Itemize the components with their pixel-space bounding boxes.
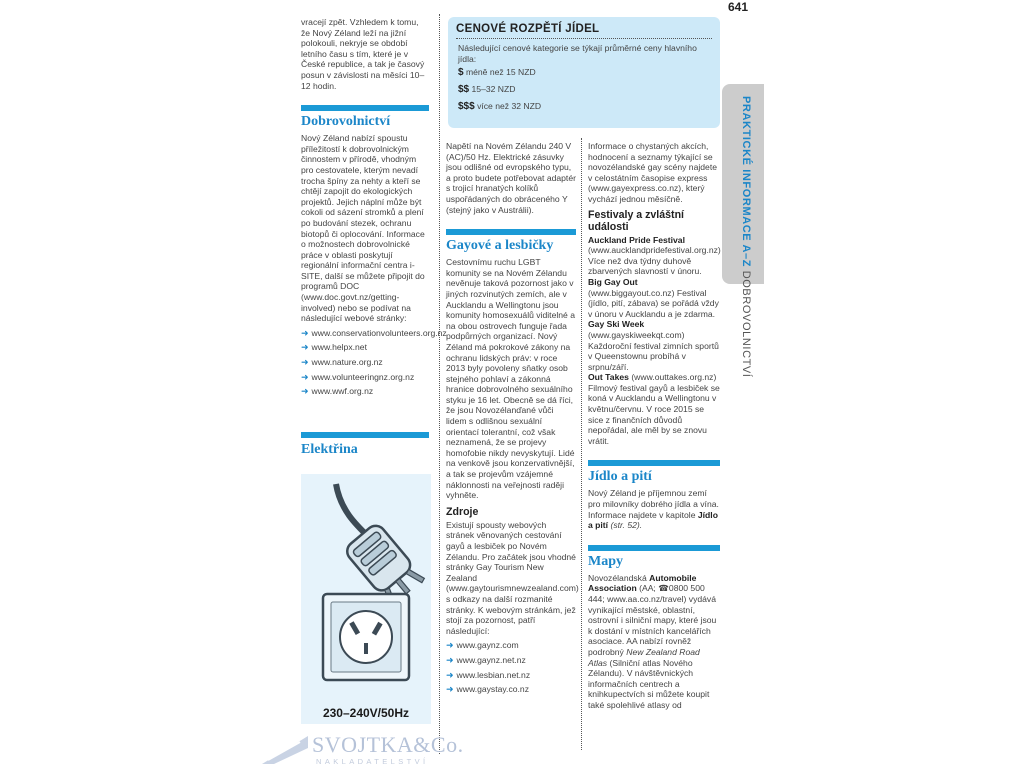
price-box-title: CENOVÉ ROZPĚTÍ JÍDEL (456, 23, 600, 35)
arrow-right-icon: ➜ (301, 357, 309, 368)
electricity-illustration (301, 474, 431, 724)
arrow-right-icon: ➜ (446, 684, 454, 695)
arrow-right-icon: ➜ (301, 327, 309, 338)
publisher-logo-icon (260, 730, 310, 766)
gay-title: Gayové a lesbičky (446, 238, 554, 254)
gay-text: Cestovnímu ruchu LGBT komunity se na Novém Zélandu nevěnuje taková pozornost jako v jiných rozvinutých zemích, ale v Aucklandu a Wellingtonu jsou komunity homosexuálů viditelné a na obou ostrovech funguje řada podpůrných organizací. Nový Zéland má pokrokové zákony na ochranu lidských práv: v roce 2013 byly povoleny sňatky osob stejného pohlaví a zákonná hranice dobrovolného sexuálního styku je 16 let. Obecně se dá říci, že jsou Novozélanďané vůči lidem s odlišnou sexuální orientací tolerantní, což však neznamená, že se projevy homofobie nikdy nevyskytují. Lidé na venkově jsou konzervativnější, a tak se projevům vzájemné náklonnosti na veřejnosti raději vyhněte. (446, 257, 575, 501)
food-title: Jídlo a pití (588, 469, 652, 485)
price-range-box (448, 17, 720, 128)
chapter-topic: DOBROVOLNICTVÍ (740, 270, 752, 378)
maps-section-header (588, 539, 720, 570)
column-separator (581, 138, 582, 750)
link-item[interactable]: ➜ www.gaynz.com (446, 640, 519, 651)
chapter-tab-label (738, 96, 752, 378)
arrow-right-icon: ➜ (446, 654, 454, 665)
watermark-sub: NAKLADATELSTVÍ (316, 757, 429, 766)
link-item[interactable]: ➜ www.gaynz.net.nz (446, 654, 526, 665)
section-bar (588, 460, 720, 466)
price-row: $$ 15–32 NZD (458, 84, 516, 96)
link-item[interactable]: ➜ www.gaystay.co.nz (446, 684, 529, 695)
electricity-section-header (301, 432, 429, 458)
column-middle (446, 141, 579, 699)
link-item[interactable]: ➜ www.volunteeringnz.org.nz (301, 371, 415, 382)
divider (456, 38, 712, 39)
food-section-header (588, 454, 720, 485)
maps-text: Novozélandská Automobile Association (AA; ☎0800 500 444; www.aa.co.nz/travel) vydává vynikající městské, oblastní, ostrovní i silniční mapy, které jsou k dostání v místních kancelářích asociace. AA nabízí rovněž podrobný New Zealand Road Atlas (Silniční atlas Nového Zélandu). V návštěvnických informačních centrech a knihkupectvích si můžete koupit také spolehlivé atlasy od (588, 572, 717, 710)
watermark-name: SVOJTKA&Co. (312, 732, 464, 757)
section-bar (588, 545, 720, 551)
arrow-right-icon: ➜ (446, 640, 454, 651)
festival-entry: Big Gay Out (www.biggayout.co.nz) Festival (jídlo, pití, zábava) se pořádá vždy v únoru v Aucklandu a je zdarma. (588, 276, 719, 319)
electricity-text: Napětí na Novém Zélandu 240 V (AC)/50 Hz. Elektrické zásuvky jsou odlišné od evropského typu, a proto budete potřebovat adaptér s trojicí hranatých kolíků uspořádaných do obráceného Y (stejný jako v Austrálii). (446, 141, 576, 215)
price-box-intro: Následující cenové kategorie se týkají průměrné ceny hlavního jídla: (458, 43, 697, 64)
voltage-label: 230–240V/50Hz (322, 706, 410, 720)
column-left (301, 17, 447, 401)
sources-title: Zdroje (446, 505, 479, 518)
gay-section-header (446, 223, 576, 254)
link-item[interactable]: ➜ www.wwf.org.nz (301, 386, 374, 397)
intro-text: vracejí zpět. Vzhledem k tomu, že Nový Zéland leží na jižní polokouli, nekryje se období letního času s tím, které je v České republice, a tak je časový posun v závislosti na měsíci 10–12 hodin. (301, 17, 425, 91)
link-item[interactable]: ➜ www.nature.org.nz (301, 357, 383, 368)
arrow-right-icon: ➜ (301, 386, 309, 397)
volunteer-text: Nový Zéland nabízí spoustu příležitostí k dobrovolnickým činnostem v přírodě, vhodným pro cestovatele, kterým nevadí trocha špíny za nehty a kteří se chtějí zapojit do ekologických projektů. Jejich náplní může být cokoli od sázení stromků a plení po budování stezek, ochranu biotopů či oplocování. Informace o možnostech dobrovolnické práce v oblasti poskytují regionální informační centra i-SITE, další se můžete připojit do programů DOC (www.doc.govt.nz/getting-involved) nebo se podívat na následující webové stránky: (301, 133, 425, 324)
page-number: 641 (728, 0, 749, 14)
electricity-title: Elektřina (301, 442, 358, 457)
link-item[interactable]: ➜ www.conservationvolunteers.org.nz (301, 327, 447, 338)
volunteer-section-header (301, 99, 429, 130)
festivals-title: Festivaly a zvláštní události (588, 208, 684, 233)
festival-entry: Out Takes (www.outtakes.org.nz) Filmový festival gayů a lesbiček se koná v Aucklandu a Wellingtonu v květnu/červnu. V roce 2015 se sice z finančních důvodů nepořádal, ale měl by se znovu vrátit. (588, 372, 720, 446)
arrow-right-icon: ➜ (446, 669, 454, 680)
volunteer-title: Dobrovolnictví (301, 114, 391, 130)
column-right (588, 141, 720, 711)
arrow-right-icon: ➜ (301, 371, 309, 382)
festival-entry: Gay Ski Week (www.gayskiweekqt.com) Každoroční festival zimních sportů v Queenstownu probíhá v srpnu/září. (588, 319, 719, 372)
food-text: Nový Zéland je příjemnou zemí pro milovníky dobrého jídla a vína. Informace najdete v kapitole Jídlo a pití (str. 52). (588, 488, 719, 531)
gay-info-text: Informace o chystaných akcích, hodnocení a seznamy týkající se novozélandské gay scény najdete v celostátním časopise express (www.gayexpress.co.nz), který vychází jednou měsíčně. (588, 141, 717, 204)
maps-title: Mapy (588, 553, 623, 569)
sources-text: Existují spousty webových stránek věnovaných cestování gayů a lesbiček po Novém Zélandu. Pro začátek jsou vhodné stránky Gay Tourism New Zealand (www.gaytourismnewzealand.com) s odkazy na další rozmanité stránky. K webovým stránkám, jež stojí za pozornost, patří následující: (446, 519, 579, 636)
price-row: $ méně než 15 NZD (458, 67, 536, 79)
link-item[interactable]: ➜ www.helpx.net (301, 342, 367, 353)
festival-entry: Auckland Pride Festival (www.aucklandpridefestival.org.nz) Více než dva týdny duhově zbarvených slavností v únoru. (588, 234, 721, 277)
section-bar (301, 105, 429, 111)
publisher-watermark (260, 730, 464, 768)
price-row: $$$ více než 32 NZD (458, 101, 542, 113)
chapter-section: PRAKTICKÉ INFORMACE A–Z (740, 96, 752, 268)
link-item[interactable]: ➜ www.lesbian.net.nz (446, 669, 531, 680)
section-bar (446, 229, 576, 235)
plug-socket-icon (301, 474, 431, 704)
arrow-right-icon: ➜ (301, 342, 309, 353)
section-bar (301, 432, 429, 438)
column-separator (439, 14, 440, 754)
